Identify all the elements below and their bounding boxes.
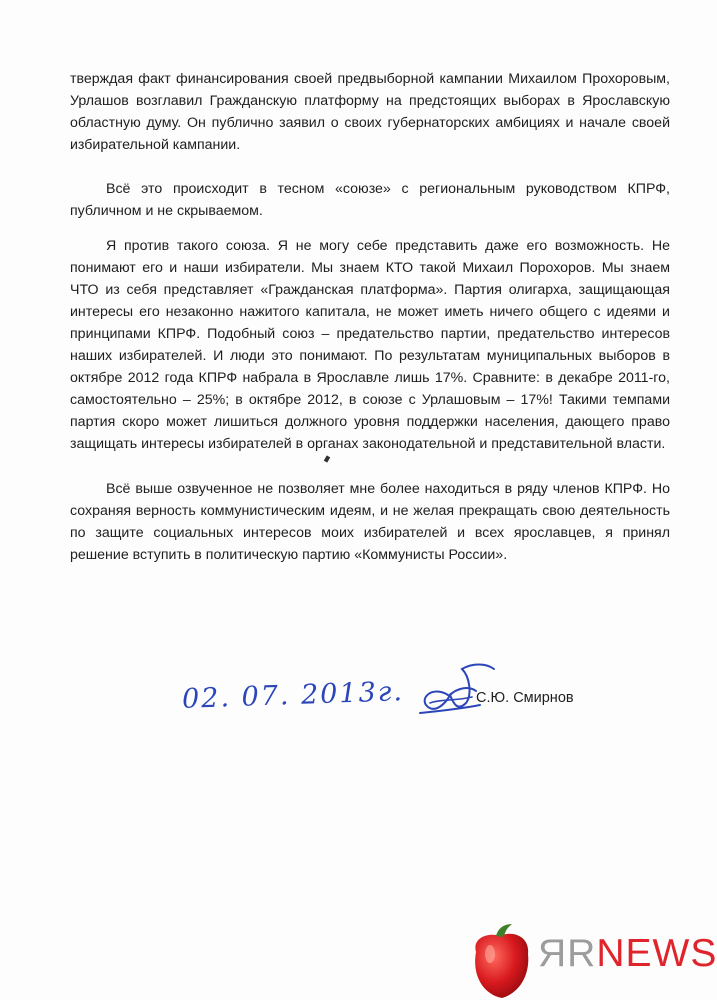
watermark-text-part1: ЯR [538, 932, 597, 975]
signer-name: С.Ю. Смирнов [476, 690, 574, 706]
yarnews-watermark [466, 918, 717, 1000]
handwritten-date: 02. 07. 2013г. [181, 676, 405, 715]
letter-paragraph-2: Всё это происходит в тесном «союзе» с региональным руководством КПРФ, публичном и не скрываемом. [70, 181, 670, 219]
letter-paragraph-1: тверждая факт финансирования своей предвыборной кампании Михаилом Прохоровым, Урлашов возглавил Гражданскую платформу на предстоящих выборах в Ярославскую областную думу. Он публично заявил о своих губернаторских амбициях и начале своей избирательной кампании. [70, 71, 670, 153]
letter-paragraph-3: Я против такого союза. Я не могу себе представить даже его возможность. Не понимают его и наши избиратели. Мы знаем КТО такой Михаил Порохоров. Мы знаем ЧТО из себя представляет «Гражданская платформа». Партия олигарха, защищающая интересы его незаконно нажитого капитала, не может иметь ничего общего с идеями и принципами КПРФ. Подобный союз – предательство партии, предательство интересов наших избирателей. И люди это понимают. По результатам муниципальных выборов в октябре 2012 года КПРФ набрала в Ярославле лишь 17%. Сравните: в декабре 2011-го, самостоятельно – 25%; в октябре 2012, в союзе с Урлашовым – 17%! Такими темпами партия скоро может лишиться должного уровня поддержки населения, дающего право защищать интересы избирателей в органах законодательной и представительной власти. [70, 238, 670, 452]
watermark-text [538, 932, 717, 976]
stray-ink-mark [324, 455, 330, 462]
pepper-icon [466, 918, 538, 1000]
watermark-text-part2: NEWS [596, 932, 717, 975]
letter-paragraph-4: Всё выше озвученное не позволяет мне более находиться в ряду членов КПРФ. Но сохраняя верность коммунистическим идеям, и не желая прекращать свою деятельность по защите социальных интересов моих избирателей и всех ярославцев, я принял решение вступить в политическую партию «Коммунисты России». [70, 481, 670, 563]
